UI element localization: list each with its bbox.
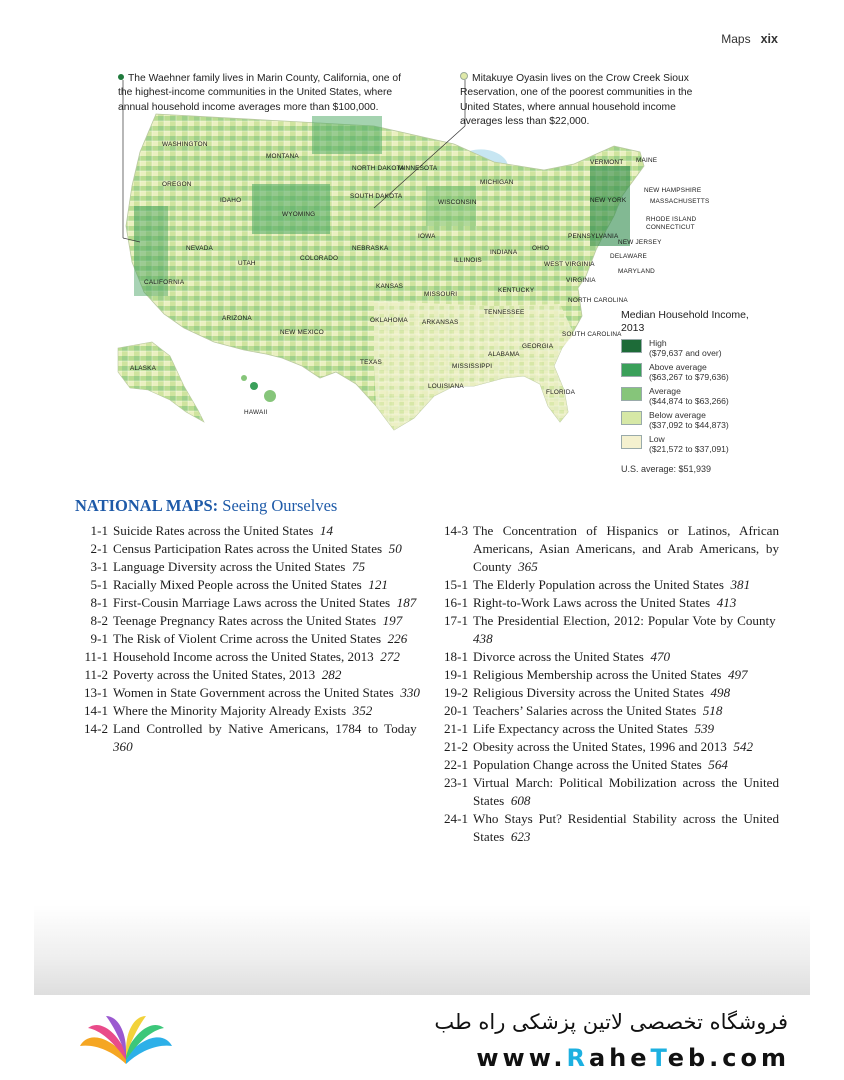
state-label: NEW HAMPSHIRE — [644, 187, 702, 194]
legend-item-high: High ($79,637 and over) — [621, 338, 771, 362]
state-label: ARIZONA — [222, 315, 252, 322]
legend-swatch — [621, 339, 642, 353]
map-page-number: 497 — [727, 667, 748, 682]
state-label: MARYLAND — [618, 268, 655, 275]
callout-marker-icon — [118, 74, 124, 80]
state-label: LOUISIANA — [428, 383, 464, 390]
state-label: MONTANA — [266, 153, 299, 160]
map-title — [473, 702, 779, 720]
map-list-entry — [434, 720, 779, 738]
callout-marker-icon — [460, 72, 468, 80]
map-list-entry — [74, 612, 420, 630]
state-label: CONNECTICUT — [646, 224, 695, 231]
map-title — [473, 576, 779, 594]
map-title-text: Obesity across the United States, 1996 and 2013 — [473, 739, 727, 754]
map-list-entry — [434, 612, 779, 648]
state-label: IOWA — [418, 233, 436, 240]
state-label: FLORIDA — [546, 389, 576, 396]
map-page-number: 50 — [388, 541, 402, 556]
map-number: 1-1 — [90, 523, 108, 538]
map-number: 11-2 — [84, 667, 108, 682]
map-title — [113, 522, 420, 540]
map-list-entry — [434, 756, 779, 774]
map-page-number: 365 — [518, 559, 538, 574]
map-number: 18-1 — [443, 649, 468, 664]
map-title-text: Language Diversity across the United States — [113, 559, 346, 574]
income-map-figure — [74, 66, 774, 478]
map-page-number: 623 — [510, 829, 531, 844]
wyoming-band — [252, 184, 330, 234]
map-number: 14-1 — [83, 703, 108, 718]
map-page-number: 518 — [702, 703, 723, 718]
state-label: SOUTH DAKOTA — [350, 193, 403, 200]
map-title — [113, 576, 420, 594]
state-label: OHIO — [532, 245, 550, 252]
map-page-number: 564 — [708, 757, 728, 772]
crow-creek-callout: Mitakuye Oyasin lives on the Crow Creek Sioux Reservation, one of the poorest communities in the United States, where annual household income averages less than $22,000. — [460, 73, 693, 128]
map-number: 3-1 — [90, 559, 108, 574]
map-title-text: Teenage Pregnancy Rates across the United States — [113, 613, 377, 628]
map-title-text: Divorce across the United States — [473, 649, 644, 664]
map-list-right — [434, 522, 779, 846]
map-list-entry — [434, 702, 779, 720]
map-number: 21-1 — [443, 721, 468, 736]
map-title-text: Who Stays Put? Residential Stability across the United States — [473, 811, 779, 844]
legend-swatch — [621, 435, 642, 449]
state-label: NEW YORK — [590, 197, 627, 204]
state-label: WYOMING — [282, 211, 316, 218]
map-list-entry — [74, 576, 420, 594]
state-label: ALABAMA — [488, 351, 520, 358]
state-label: ILLINOIS — [454, 257, 482, 264]
footer-gradient-band — [34, 905, 810, 995]
state-label: DELAWARE — [610, 253, 647, 260]
page-number: xix — [760, 32, 778, 46]
map-page-number: 352 — [352, 703, 373, 718]
state-label: KENTUCKY — [498, 287, 535, 294]
section-title: NATIONAL MAPS: Seeing Ourselves — [75, 496, 338, 515]
state-label: NORTH CAROLINA — [568, 297, 628, 304]
map-number: 13-1 — [83, 685, 108, 700]
legend-swatch — [621, 363, 642, 377]
state-label: NEVADA — [186, 245, 214, 252]
map-title — [473, 594, 779, 612]
map-title — [113, 612, 420, 630]
map-page-number: 187 — [396, 595, 417, 610]
map-number: 20-1 — [443, 703, 468, 718]
state-label: OREGON — [162, 181, 192, 188]
map-title — [473, 648, 779, 666]
map-list-entry — [74, 630, 420, 648]
map-title-text: The Elderly Population across the United States — [473, 577, 724, 592]
state-label: UTAH — [238, 260, 256, 267]
map-page-number: 542 — [733, 739, 754, 754]
state-label: NEBRASKA — [352, 245, 389, 252]
state-label: GEORGIA — [522, 343, 554, 350]
map-number: 19-2 — [443, 685, 468, 700]
map-list-entry — [434, 810, 779, 846]
map-title — [113, 540, 420, 558]
legend-item-below-average: Below average ($37,092 to $44,873) — [621, 410, 771, 434]
legend-item-low: Low ($21,572 to $37,091) — [621, 434, 771, 458]
map-list-entry — [74, 666, 420, 684]
map-number: 11-1 — [84, 649, 108, 664]
map-page-number: 75 — [351, 559, 365, 574]
hawaii-island-1 — [241, 375, 247, 381]
map-list-entry — [434, 774, 779, 810]
map-title-text: Religious Diversity across the United States — [473, 685, 704, 700]
map-page-number: 381 — [730, 577, 751, 592]
running-head — [721, 32, 778, 46]
hawaii-island-2 — [250, 382, 258, 390]
legend-swatch — [621, 387, 642, 401]
map-page-number: 360 — [113, 739, 133, 754]
map-number: 19-1 — [443, 667, 468, 682]
map-title — [473, 720, 779, 738]
map-page-number: 498 — [710, 685, 731, 700]
state-label: TEXAS — [360, 359, 382, 366]
map-title-text: Life Expectancy across the United States — [473, 721, 688, 736]
map-list-entry — [74, 702, 420, 720]
state-label: VIRGINIA — [566, 277, 596, 284]
map-number: 17-1 — [443, 613, 468, 628]
state-label: NORTH DAKOTA — [352, 165, 405, 172]
legend-swatch — [621, 411, 642, 425]
map-page-number: 226 — [387, 631, 408, 646]
map-number: 23-1 — [443, 775, 468, 790]
map-title-text: Women in State Government across the United States — [113, 685, 394, 700]
map-number: 5-1 — [90, 577, 108, 592]
state-label: MINNESOTA — [398, 165, 438, 172]
map-page-number: 14 — [319, 523, 334, 538]
map-title — [473, 738, 779, 756]
map-title — [473, 612, 779, 648]
state-label: NEW JERSEY — [618, 239, 662, 246]
map-title-text: Racially Mixed People across the United States — [113, 577, 362, 592]
map-list-entry — [74, 720, 420, 756]
map-number: 14-2 — [83, 721, 108, 736]
state-label: SOUTH CAROLINA — [562, 331, 622, 338]
state-label: PENNSYLVANIA — [568, 233, 619, 240]
state-label: NEW MEXICO — [280, 329, 324, 336]
map-title — [113, 558, 420, 576]
state-label: MAINE — [636, 157, 658, 164]
map-page-number: 413 — [716, 595, 737, 610]
state-label: KANSAS — [376, 283, 404, 290]
state-label: CALIFORNIA — [144, 279, 185, 286]
state-label: MISSISSIPPI — [452, 363, 493, 370]
legend-title: Median Household Income, 2013 — [621, 309, 749, 334]
map-list-entry — [434, 648, 779, 666]
map-title-text: Census Participation Rates across the United States — [113, 541, 383, 556]
map-title — [113, 684, 420, 702]
map-title-text: Where the Minority Majority Already Exists — [113, 703, 347, 718]
store-name: فروشگاه تخصصی لاتین پزشکی راه طب — [434, 1010, 788, 1034]
map-list-entry — [74, 558, 420, 576]
state-label: OKLAHOMA — [370, 317, 408, 324]
map-number: 8-2 — [90, 613, 108, 628]
book-logo-icon — [76, 1010, 176, 1070]
state-label: WEST VIRGINIA — [544, 261, 595, 268]
state-label: HAWAII — [244, 409, 268, 416]
map-title — [113, 630, 420, 648]
map-title — [113, 702, 420, 720]
map-page-number: 470 — [650, 649, 671, 664]
map-title-text: Right-to-Work Laws across the United States — [473, 595, 711, 610]
map-title — [113, 594, 420, 612]
map-title-text: The Presidential Election, 2012: Popular Vote by County — [473, 613, 776, 628]
state-label: ALASKA — [130, 365, 157, 372]
state-label: ARKANSAS — [422, 319, 459, 326]
state-label: INDIANA — [490, 249, 518, 256]
state-label: MICHIGAN — [480, 179, 514, 186]
map-legend — [621, 309, 771, 474]
map-title-text: Land Controlled by Native Americans, 1784 to Today — [113, 721, 417, 736]
hawaii-island-3 — [264, 390, 276, 402]
map-title — [473, 666, 779, 684]
alaska-shape — [118, 342, 204, 422]
map-number: 14-3 — [443, 523, 468, 538]
legend-item-above-average: Above average ($63,267 to $79,636) — [621, 362, 771, 386]
map-title — [473, 522, 779, 576]
map-title-text: Religious Membership across the United States — [473, 667, 722, 682]
map-page-number: 438 — [473, 631, 493, 646]
state-label: VERMONT — [590, 159, 624, 166]
map-page-number: 197 — [382, 613, 403, 628]
map-title — [473, 810, 779, 846]
map-page-number: 282 — [321, 667, 342, 682]
map-list-entry — [434, 522, 779, 576]
map-list-entry — [434, 738, 779, 756]
map-list-entry — [74, 648, 420, 666]
running-head-section: Maps — [721, 32, 751, 46]
map-list-entry — [74, 522, 420, 540]
state-label: TENNESSEE — [484, 309, 525, 316]
map-title-text: The Risk of Violent Crime across the United States — [113, 631, 382, 646]
map-title-text: Population Change across the United States — [473, 757, 702, 772]
map-title — [473, 774, 779, 810]
map-title — [473, 756, 779, 774]
map-page-number: 330 — [400, 685, 420, 700]
map-number: 16-1 — [443, 595, 468, 610]
map-list-left — [74, 522, 420, 756]
state-label: RHODE ISLAND — [646, 216, 697, 223]
map-title-text: Virtual March: Political Mobilization across the United States — [473, 775, 779, 808]
map-page-number: 539 — [694, 721, 715, 736]
map-title-text: Suicide Rates across the United States — [113, 523, 314, 538]
map-page-number: 608 — [510, 793, 531, 808]
map-title — [113, 666, 420, 684]
marin-county-callout: The Waehner family lives in Marin County, California, one of the highest-income communities in the United States, where annual household income averages more than $100,000. — [118, 73, 401, 113]
map-title — [113, 720, 420, 756]
state-label: MASSACHUSETTS — [650, 198, 710, 205]
map-list-entry — [434, 594, 779, 612]
map-title-text: The Concentration of Hispanics or Latinos, African Americans, Asian Americans, and Arab Americans, by County — [473, 523, 779, 574]
map-number: 24-1 — [443, 811, 468, 826]
map-number: 9-1 — [90, 631, 108, 646]
state-label: WISCONSIN — [438, 199, 477, 206]
legend-us-average: U.S. average: $51,939 — [621, 464, 712, 475]
map-number: 8-1 — [90, 595, 108, 610]
map-list-entry — [74, 684, 420, 702]
map-number: 2-1 — [90, 541, 108, 556]
upper-midwest-band — [426, 186, 476, 226]
map-page-number: 272 — [380, 649, 400, 664]
map-title-text: Teachers’ Salaries across the United States — [473, 703, 697, 718]
map-list-entry — [434, 684, 779, 702]
map-list-entry — [74, 594, 420, 612]
northern-plains-band — [312, 116, 382, 154]
map-list-entry — [434, 666, 779, 684]
store-url: www.RaheTeb.com — [476, 1044, 790, 1072]
map-number: 22-1 — [443, 757, 468, 772]
map-title-text: First-Cousin Marriage Laws across the United States — [113, 595, 391, 610]
map-number: 15-1 — [443, 577, 468, 592]
map-number: 21-2 — [443, 739, 468, 754]
map-title — [473, 684, 779, 702]
map-page-number: 121 — [368, 577, 388, 592]
state-label: COLORADO — [300, 255, 339, 262]
map-list-entry — [434, 576, 779, 594]
legend-item-average: Average ($44,874 to $63,266) — [621, 386, 771, 410]
map-title-text: Household Income across the United States, 2013 — [113, 649, 374, 664]
state-label: MISSOURI — [424, 291, 458, 298]
map-title — [113, 648, 420, 666]
state-label: WASHINGTON — [162, 141, 208, 148]
map-list-entry — [74, 540, 420, 558]
state-label: IDAHO — [220, 197, 242, 204]
map-title-text: Poverty across the United States, 2013 — [113, 667, 316, 682]
